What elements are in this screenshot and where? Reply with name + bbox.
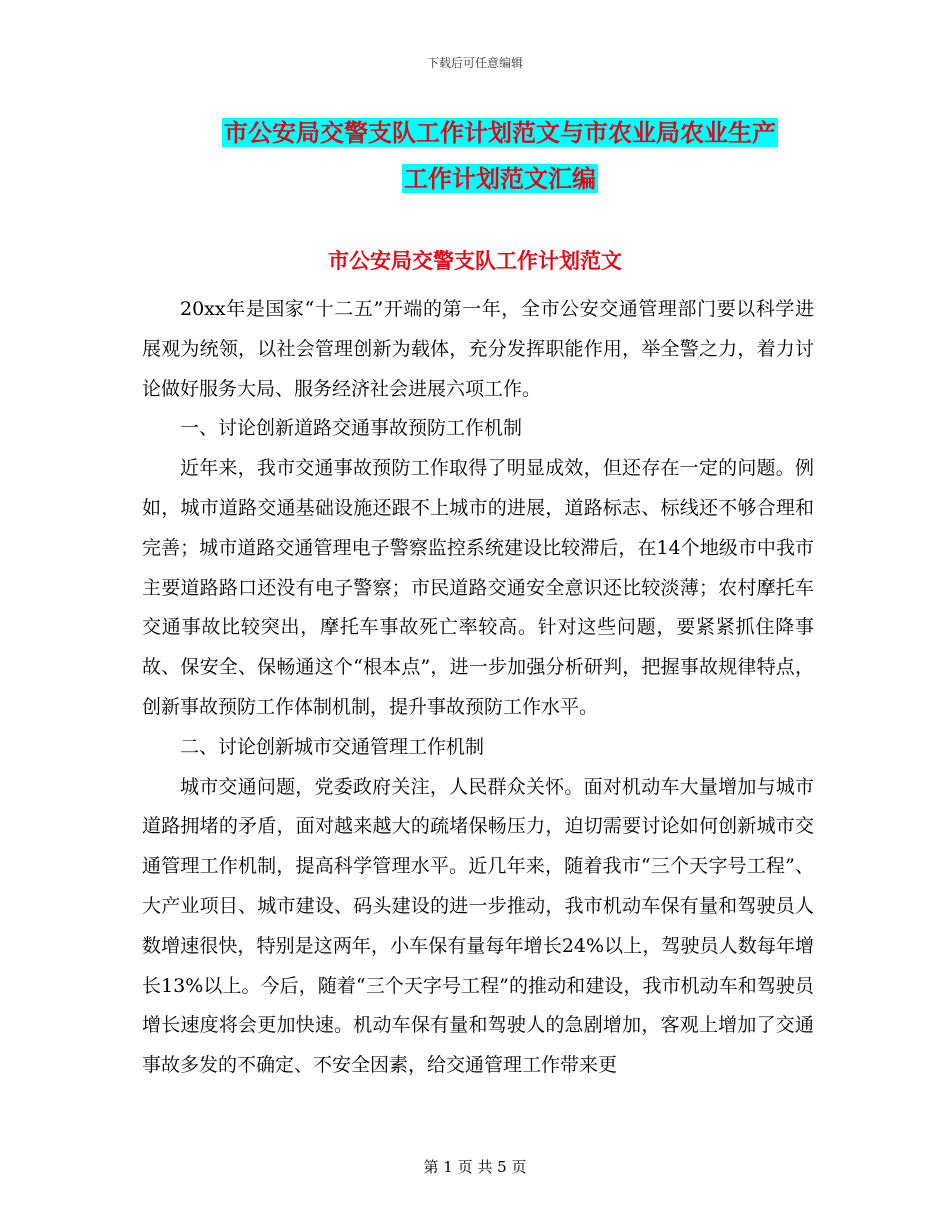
body-paragraph-intro: 20xx年是国家“十二五”开端的第一年，全市公安交通管理部门要以科学进展观为统领，以社会管理创新为载体，充分发挥职能作用，举全警之力，着力讨论做好服务大局、服务经济社会进展六项工作。: [142, 298, 814, 400]
document-body: [142, 290, 814, 1086]
body-heading-2: 二、讨论创新城市交通管理工作机制: [180, 735, 485, 758]
document-title: [160, 110, 840, 202]
body-paragraph-1: 近年来，我市交通事故预防工作取得了明显成效，但还存在一定的问题。例如，城市道路交通基础设施还跟不上城市的进展，道路标志、标线还不够合理和完善；城市道路交通管理电子警察监控系统建设比较滞后，在14个地级市中我市主要道路路口还没有电子警察；市民道路交通安全意识还比较淡薄；农村摩托车交通事故比较突出，摩托车事故死亡率较高。针对这些问题，要紧紧抓住降事故、保安全、保畅通这个“根本点”，进一步加强分析研判，把握事故规律特点，创新事故预防工作体制机制，提升事故预防工作水平。: [142, 457, 814, 718]
page-header-note: 下载后可任意编辑: [426, 56, 523, 70]
document-title-line-1: 市公安局交警支队工作计划范文与市农业局农业生产: [224, 118, 776, 147]
body-heading-1: 一、讨论创新道路交通事故预防工作机制: [180, 417, 523, 440]
page-number: 第 1 页 共 5 页: [423, 1158, 527, 1176]
document-title-line-2: 工作计划范文汇编: [404, 164, 596, 193]
body-paragraph-2: 城市交通问题，党委政府关注，人民群众关怀。面对机动车大量增加与城市道路拥堵的矛盾，面对越来越大的疏堵保畅压力，迫切需要讨论如何创新城市交通管理工作机制，提高科学管理水平。近几年来，随着我市“三个天字号工程”、大产业项目、城市建设、码头建设的进一步推动，我市机动车保有量和驾驶员人数增速很快，特别是这两年，小车保有量每年增长24%以上，驾驶员人数每年增长13%以上。今后，随着“三个天字号工程”的推动和建设，我市机动车和驾驶员增长速度将会更加快速。机动车保有量和驾驶人的急剧增加，客观上增加了交通事故多发的不确定、不安全因素，给交通管理工作带来更: [142, 775, 814, 1077]
section-title: 市公安局交警支队工作计划范文: [328, 248, 622, 273]
